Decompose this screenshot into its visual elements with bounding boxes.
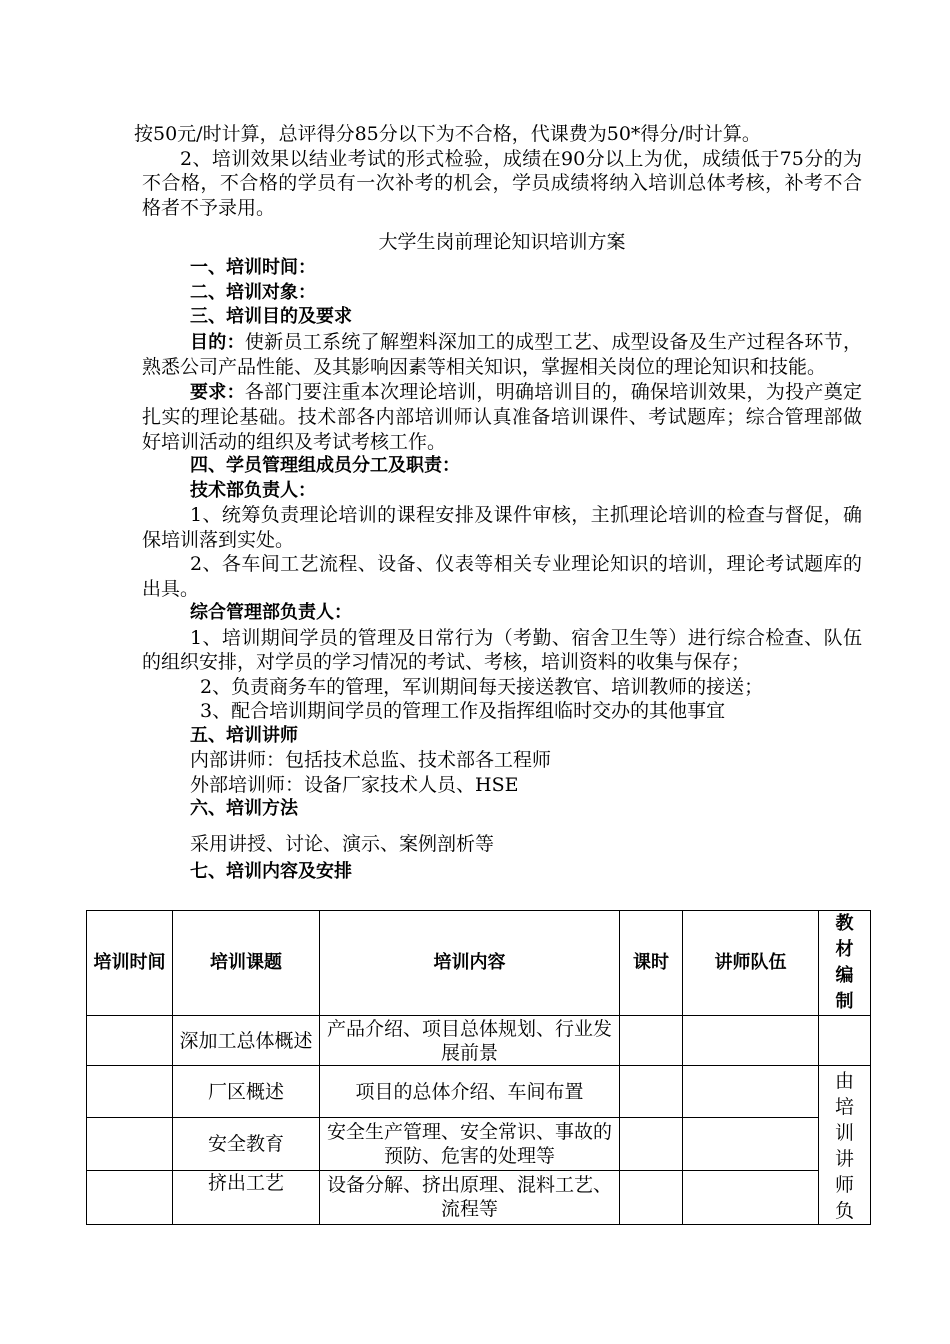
cell-time bbox=[87, 1016, 173, 1066]
method-text: 采用讲授、讨论、演示、案例剖析等 bbox=[190, 832, 495, 855]
cell-hours bbox=[620, 1066, 683, 1118]
heading-training-time: 一、培训时间： bbox=[190, 257, 316, 278]
schedule-table bbox=[86, 910, 871, 1225]
paragraph-assessment: 2、培训效果以结业考试的形式检验，成绩在90分以上为优，成绩低于75分的为不合格，不合格的学员有一次补考的机会，学员成绩将纳入培训总体考核，补考不合格者不予录用。 bbox=[142, 147, 862, 219]
plan-body bbox=[142, 256, 862, 885]
header-hours: 课时 bbox=[620, 911, 683, 1016]
cell-trainers bbox=[683, 1016, 819, 1066]
heading-method: 六、培训方法 bbox=[190, 798, 298, 819]
heading-admin-lead: 综合管理部负责人： bbox=[190, 602, 352, 623]
heading-content-schedule: 七、培训内容及安排 bbox=[190, 861, 352, 882]
paragraph-purpose bbox=[142, 330, 862, 380]
cell-materials-merged: 由培训讲师负 bbox=[819, 1066, 871, 1225]
admin-duty-1: 1、培训期间学员的管理及日常行为（考勤、宿舍卫生等）进行综合检查、队伍的组织安排，对学员的学习情况的考试、考核，培训资料的收集与保存； bbox=[142, 626, 862, 673]
table-row bbox=[87, 1118, 871, 1170]
cell-hours bbox=[620, 1170, 683, 1224]
requirements-text: 各部门要注重本次理论培训，明确培训目的，确保培训效果，为投产奠定扎实的理论基础。技术部各内部培训师认真准备培训课件、考试题库；综合管理部做好培训活动的组织及考试考核工作。 bbox=[142, 380, 862, 453]
cell-topic: 安全教育 bbox=[173, 1118, 320, 1170]
cell-trainers bbox=[683, 1118, 819, 1170]
cell-content: 产品介绍、项目总体规划、行业发展前景 bbox=[320, 1016, 620, 1066]
table-header-row bbox=[87, 911, 871, 1016]
cell-trainers bbox=[683, 1066, 819, 1118]
heading-tech-lead: 技术部负责人： bbox=[190, 479, 316, 501]
heading-training-target: 二、培训对象： bbox=[190, 281, 316, 303]
table-row bbox=[87, 1016, 871, 1066]
cell-time bbox=[87, 1170, 173, 1224]
paragraph-requirements bbox=[142, 380, 862, 455]
header-content: 培训内容 bbox=[320, 911, 620, 1016]
cell-time bbox=[87, 1066, 173, 1118]
admin-duty-2: 2、负责商务车的管理，军训期间每天接送教官、培训教师的接送； bbox=[200, 675, 764, 698]
header-topic: 培训课题 bbox=[173, 911, 320, 1016]
tech-duty-1: 1、统筹负责理论培训的课程安排及课件审核，主抓理论培训的检查与督促，确保培训落到实处。 bbox=[142, 504, 862, 551]
header-time: 培训时间 bbox=[87, 911, 173, 1016]
purpose-text: 使新员工系统了解塑料深加工的成型工艺、成型设备及生产过程各环节，熟悉公司产品性能、及其影响因素等相关知识，掌握相关岗位的理论知识和技能。 bbox=[142, 330, 862, 378]
heading-management-duties: 四、学员管理组成员分工及职责： bbox=[190, 455, 460, 476]
internal-trainers: 内部讲师：包括技术总监、技术部各工程师 bbox=[190, 749, 552, 771]
cell-time bbox=[87, 1118, 173, 1170]
cell-content: 项目的总体介绍、车间布置 bbox=[320, 1066, 620, 1118]
paragraph-fee: 按50元/时计算，总评得分85分以下为不合格，代课费为50*得分/时计算。 bbox=[134, 123, 761, 145]
cell-topic: 挤出工艺 bbox=[173, 1170, 320, 1224]
cell-materials bbox=[819, 1016, 871, 1066]
tech-duty-2: 2、各车间工艺流程、设备、仪表等相关专业理论知识的培训，理论考试题库的出具。 bbox=[142, 553, 862, 600]
doc-title: 大学生岗前理论知识培训方案 bbox=[378, 231, 626, 253]
requirements-label: 要求： bbox=[190, 381, 245, 403]
heading-purpose-requirements: 三、培训目的及要求 bbox=[190, 306, 352, 327]
cell-trainers bbox=[683, 1170, 819, 1224]
admin-duty-3: 3、配合培训期间学员的管理工作及指挥组临时交办的其他事宜 bbox=[200, 700, 726, 722]
cell-topic: 厂区概述 bbox=[173, 1066, 320, 1118]
table-row bbox=[87, 1170, 871, 1224]
header-trainers: 讲师队伍 bbox=[683, 911, 819, 1016]
external-trainers: 外部培训师：设备厂家技术人员、HSE bbox=[190, 773, 519, 796]
purpose-label: 目的： bbox=[190, 331, 245, 353]
header-materials: 教材编制 bbox=[819, 911, 871, 1016]
intro-section bbox=[134, 122, 862, 220]
heading-trainers: 五、培训讲师 bbox=[190, 724, 298, 746]
cell-content: 设备分解、挤出原理、混料工艺、流程等 bbox=[320, 1170, 620, 1224]
cell-hours bbox=[620, 1016, 683, 1066]
cell-topic: 深加工总体概述 bbox=[173, 1016, 320, 1066]
table-row bbox=[87, 1066, 871, 1118]
cell-content: 安全生产管理、安全常识、事故的预防、危害的处理等 bbox=[320, 1118, 620, 1170]
cell-hours bbox=[620, 1118, 683, 1170]
